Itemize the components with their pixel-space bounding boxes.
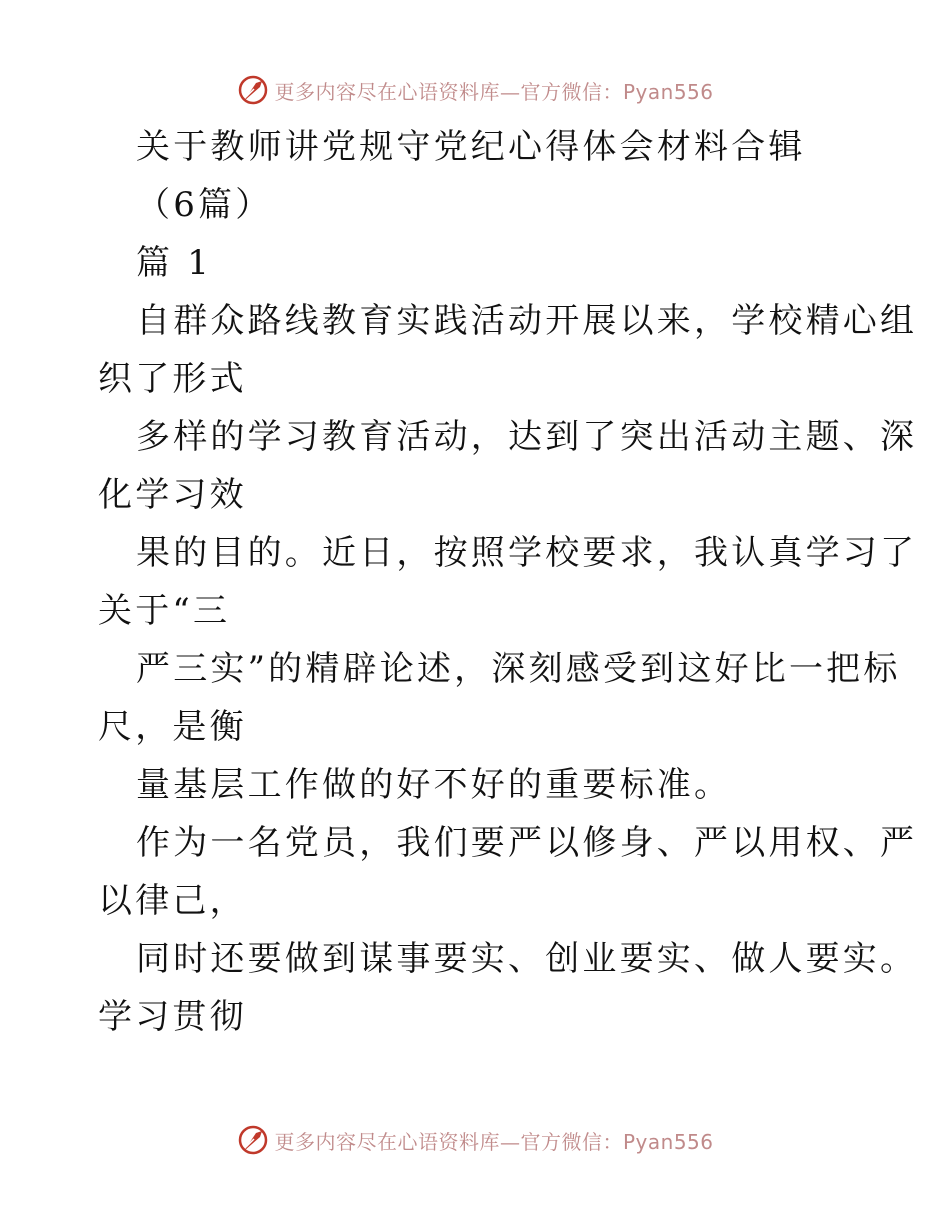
text-line: （6篇）	[136, 185, 273, 225]
footer-watermark	[0, 1120, 950, 1160]
wechat-id: Pyan556	[622, 79, 714, 104]
header-watermark	[0, 70, 950, 110]
text-line: 自群众路线教育实践活动开展以来，学校精心组	[136, 301, 918, 341]
text-line: 多样的学习教育活动，达到了突出活动主题、深	[136, 417, 918, 457]
wechat-id: Pyan556	[622, 1129, 714, 1154]
watermark-text: 更多内容尽在心语资料库—官方微信：Pyan556	[274, 1129, 714, 1154]
text-line: 作为一名党员，我们要严以修身、严以用权、严	[136, 823, 918, 863]
text-line: 严三实”的精辟论述，深刻感受到这好比一把标	[136, 649, 901, 689]
text-line: 篇 1	[136, 243, 213, 283]
text-line: 量基层工作做的好不好的重要标准。	[136, 765, 732, 805]
watermark-text: 更多内容尽在心语资料库—官方微信：Pyan556	[274, 79, 714, 104]
text-line: 关于教师讲党规守党纪心得体会材料合辑	[136, 127, 806, 167]
document-body	[98, 118, 918, 1046]
text-line: 学习贯彻	[98, 997, 247, 1037]
text-line: 以律己，	[98, 881, 247, 921]
quill-pen-logo-icon	[236, 1123, 270, 1157]
text-line: 织了形式	[98, 359, 247, 399]
text-line: 关于“三	[98, 591, 231, 631]
text-line: 化学习效	[98, 475, 247, 515]
text-line: 尺，是衡	[98, 707, 247, 747]
quill-pen-logo-icon	[236, 73, 270, 107]
text-line: 果的目的。近日，按照学校要求，我认真学习了	[136, 533, 918, 573]
text-line: 同时还要做到谋事要实、创业要实、做人要实。	[136, 939, 918, 979]
